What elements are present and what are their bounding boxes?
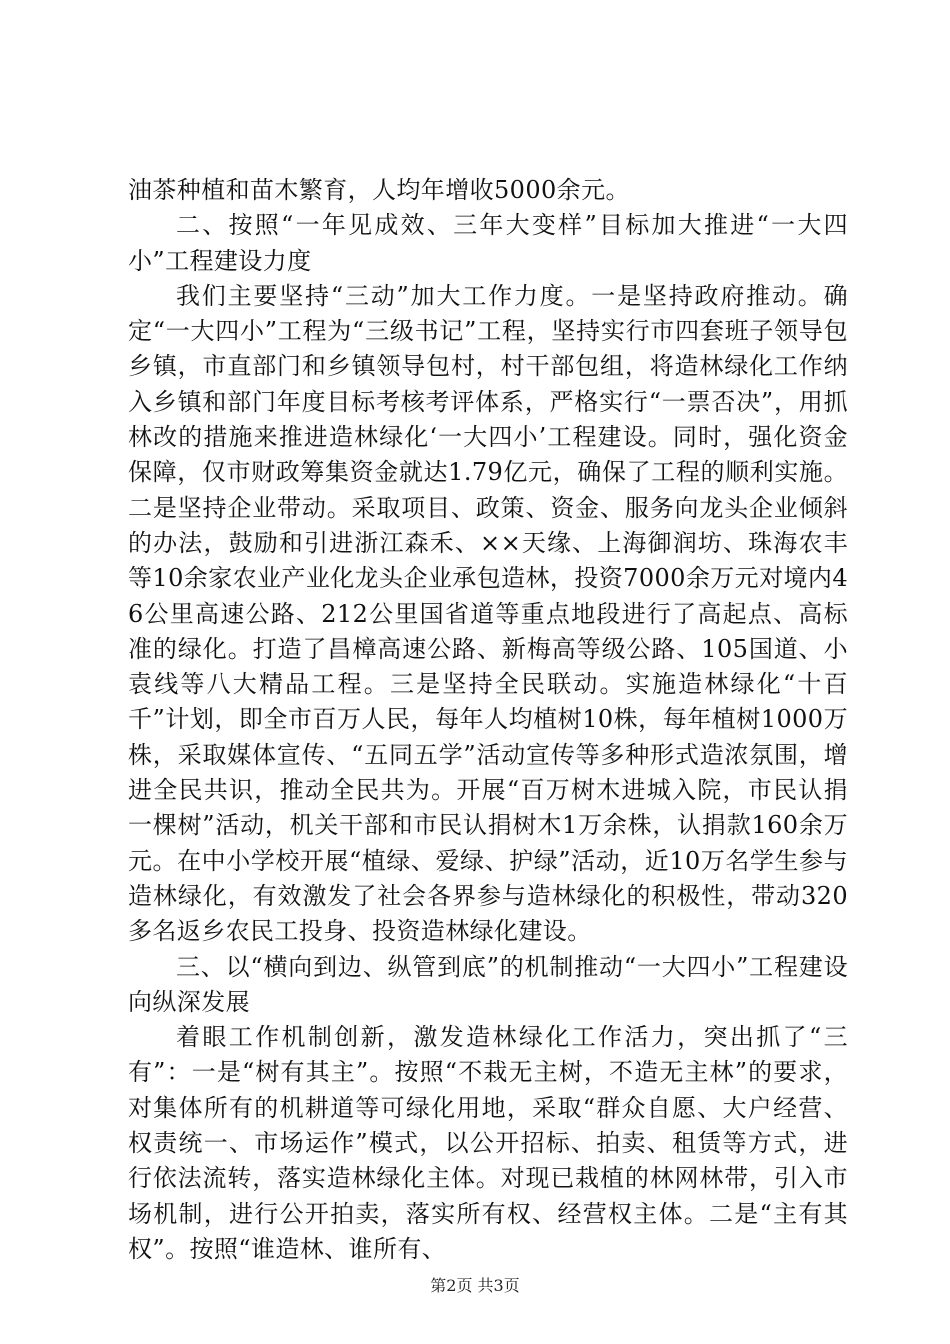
- document-body: [128, 173, 848, 1267]
- paragraph-3: 我们主要坚持“三动”加大工作力度。一是坚持政府推动。确定“一大四小”工程为“三级书记”工程，坚持实行市四套班子领导包乡镇，市直部门和乡镇领导包村，村干部包组，将造林绿化工作纳入乡镇和部门年度目标考核考评体系，严格实行“一票否决”，用抓林改的措施来推进造林绿化‘一大四小’工程建设。同时，强化资金保障，仅市财政筹集资金就达1.79亿元，确保了工程的顺利实施。二是坚持企业带动。采取项目、政策、资金、服务向龙头企业倾斜的办法，鼓励和引进浙江森禾、××天缘、上海御润坊、珠海农丰等10余家农业产业化龙头企业承包造林，投资7000余万元对境内46公里高速公路、212公里国省道等重点地段进行了高起点、高标准的绿化。打造了昌樟高速公路、新梅高等级公路、105国道、小袁线等八大精品工程。三是坚持全民联动。实施造林绿化“十百千”计划，即全市百万人民，每年人均植树10株，每年植树1000万株，采取媒体宣传、“五同五学”活动宣传等多种形式造浓氛围，增进全民共识，推动全民共为。开展“百万树木进城入院，市民认捐一棵树”活动，机关干部和市民认捐树木1万余株，认捐款160余万元。在中小学校开展“植绿、爱绿、护绿”活动，近10万名学生参与造林绿化，有效激发了社会各界参与造林绿化的积极性，带动320多名返乡农民工投身、投资造林绿化建设。: [128, 281, 848, 946]
- paragraph-1: 油茶种植和苗木繁育，人均年增收5000余元。: [128, 176, 630, 204]
- section-heading-2: 二、按照“一年见成效、三年大变样”目标加大推进“一大四小”工程建设力度: [128, 211, 848, 275]
- section-heading-3: 三、以“横向到边、纵管到底”的机制推动“一大四小”工程建设向纵深发展: [128, 952, 848, 1016]
- page-number-footer: 第2页 共3页: [430, 1276, 520, 1295]
- paragraph-5: 着眼工作机制创新，激发造林绿化工作活力，突出抓了“三有”：一是“树有其主”。按照“不栽无主树，不造无主林”的要求，对集体所有的机耕道等可绿化用地，采取“群众自愿、大户经营、权责统一、市场运作”模式，以公开招标、拍卖、租赁等方式，进行依法流转，落实造林绿化主体。对现已栽植的林网林带，引入市场机制，进行公开拍卖，落实所有权、经营权主体。二是“主有其权”。按照“谁造林、谁所有、: [128, 1023, 848, 1263]
